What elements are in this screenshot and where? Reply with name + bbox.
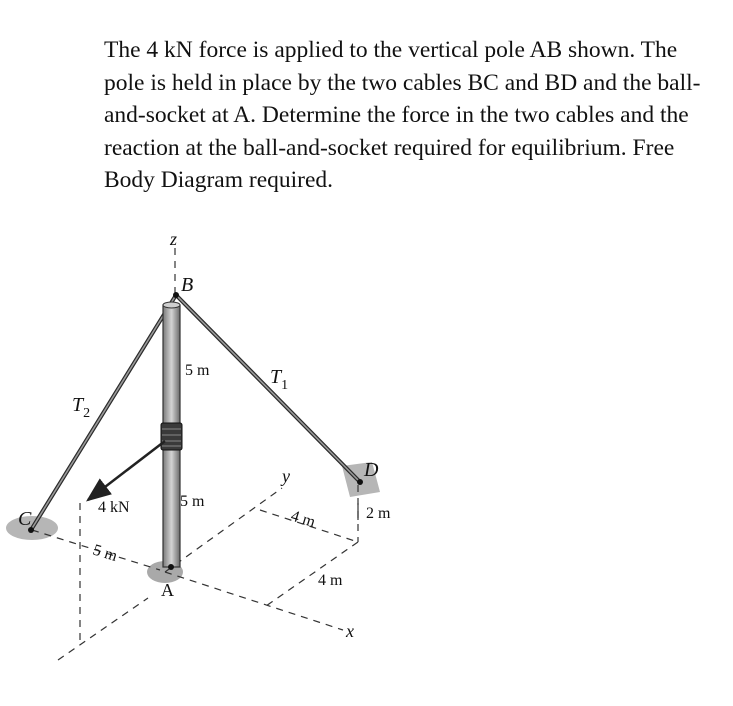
problem-line-5: Body Diagram required. bbox=[104, 167, 334, 193]
pole-diagram bbox=[0, 215, 733, 706]
point-b-label: B bbox=[181, 274, 194, 296]
force-label: 4 kN bbox=[98, 499, 130, 516]
point-c-label: C bbox=[18, 508, 32, 530]
dim-lower-pole: 5 m bbox=[180, 493, 205, 510]
tension-t1-symbol: T bbox=[270, 366, 282, 388]
cable-bd-core bbox=[176, 295, 360, 482]
force-offset-diagonal bbox=[58, 598, 148, 660]
problem-line-2: pole is held in place by the two cables BC and BD and the ball- bbox=[104, 69, 701, 96]
pole-top bbox=[163, 302, 180, 308]
point-d-dot bbox=[357, 479, 363, 485]
axis-y-label: y bbox=[282, 466, 290, 486]
force-arrow bbox=[88, 441, 165, 500]
problem-line-1: The 4 kN force is applied to the vertical pole AB shown. The bbox=[104, 37, 678, 63]
axis-x-label: x bbox=[346, 621, 354, 641]
tension-t1-label bbox=[270, 366, 288, 393]
point-a-dot bbox=[168, 564, 174, 570]
dim-d-y: 4 m bbox=[288, 507, 318, 531]
dim-d-x: 4 m bbox=[318, 572, 343, 589]
tension-t2-subscript: 2 bbox=[83, 406, 91, 421]
dim-c-offset: 5 m bbox=[90, 541, 120, 565]
construction-lines bbox=[32, 248, 358, 660]
axis-z-label: z bbox=[170, 229, 178, 249]
problem-line-3: and-socket at A. Determine the force in the two cables and the bbox=[104, 102, 689, 128]
cable-bc-core bbox=[31, 295, 176, 530]
problem-line-4: reaction at the ball-and-socket required for equilibrium. Free bbox=[104, 134, 675, 161]
line-d-to-x4 bbox=[266, 542, 358, 606]
point-a-label: A bbox=[161, 580, 174, 600]
tension-t1-subscript: 1 bbox=[281, 378, 289, 393]
tension-t2-symbol: T bbox=[72, 394, 84, 416]
x-axis-line bbox=[165, 572, 343, 630]
problem-statement bbox=[104, 34, 714, 197]
point-d-label: D bbox=[364, 459, 379, 481]
dim-upper-pole: 5 m bbox=[185, 362, 210, 379]
tension-t2-label bbox=[72, 394, 90, 421]
dim-d-height: 2 m bbox=[366, 505, 391, 522]
point-b-dot bbox=[173, 292, 179, 298]
